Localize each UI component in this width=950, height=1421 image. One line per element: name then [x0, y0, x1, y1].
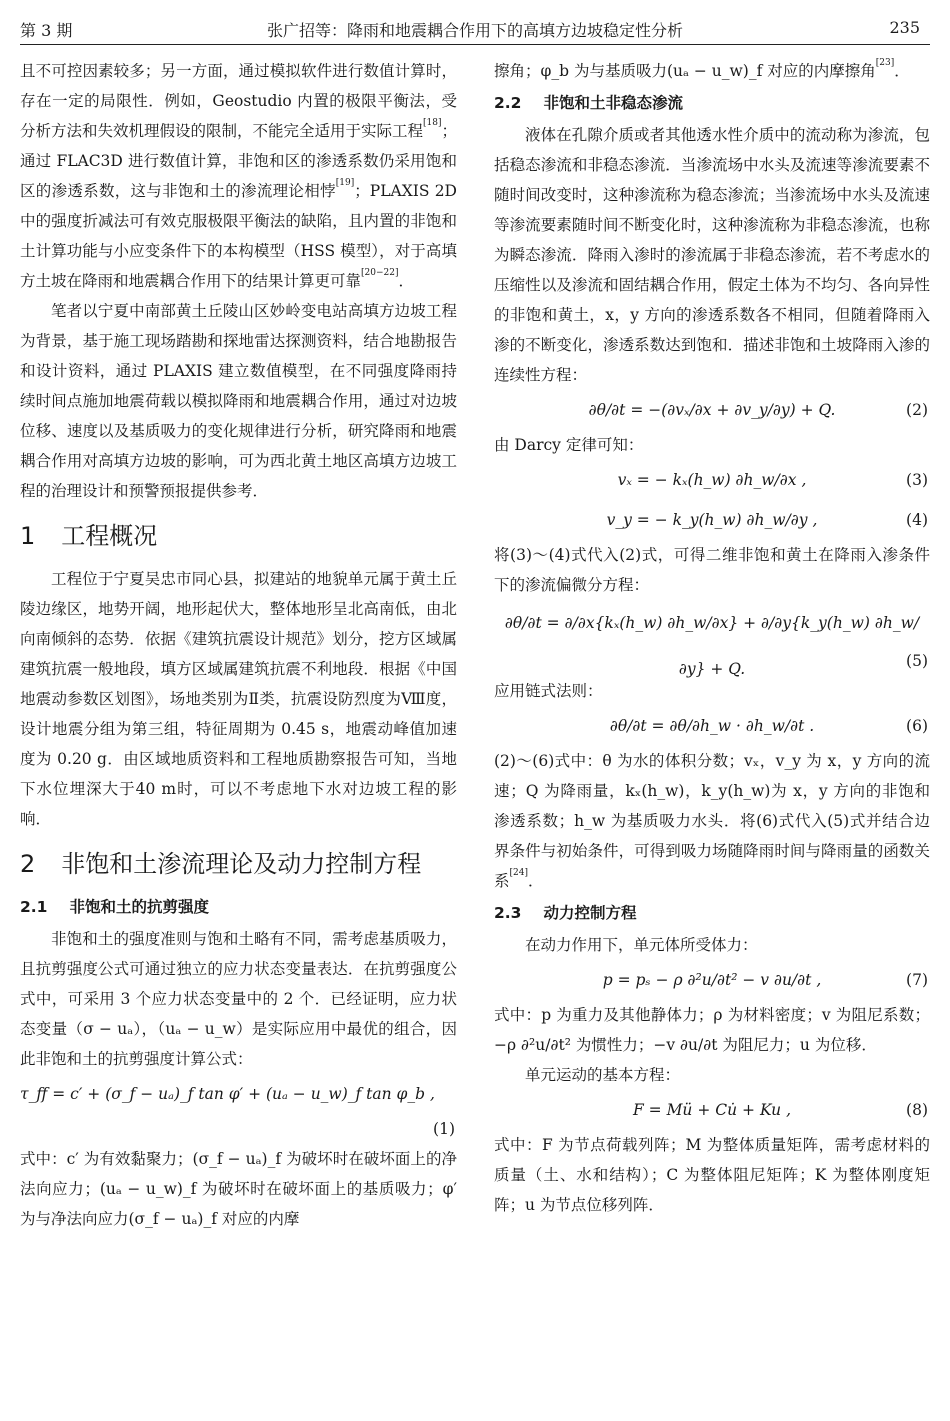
page-number: 235 [889, 18, 920, 37]
citation[interactable]: [18] [423, 118, 442, 128]
equation-8: F = Mü + Cu̇ + Ku , (8) [494, 1090, 930, 1130]
running-title: 张广招等：降雨和地震耦合作用下的高填方边坡稳定性分析 [266, 21, 683, 40]
citation[interactable]: [24] [509, 868, 528, 878]
equation-number: (7) [906, 971, 928, 989]
equation-number: (8) [906, 1101, 928, 1119]
paragraph-eq1-notes-cont: 擦角；φ_b 为与基质吸力(uₐ − u_w)_f 对应的内摩擦角[23]． [494, 58, 910, 80]
paragraph-motion: 单元运动的基本方程： [525, 1066, 681, 1084]
equation-number: (6) [906, 717, 928, 735]
paragraph-eq8-notes: 式中：F 为节点荷载列阵；M 为整体质量矩阵，需考虑材料的质量（土、水和结构）；C 为整体阻尼矩阵；K 为整体刚度矩阵；u 为节点位移列阵． [494, 1136, 930, 1214]
section-heading-2: 2 非饱和土渗流理论及动力控制方程 [20, 850, 422, 878]
paragraph-chain-rule: 应用链式法则： [494, 682, 603, 700]
equation-number: (1) [433, 1120, 455, 1138]
equation-2: ∂θ/∂t = −(∂vₓ/∂x + ∂v_y/∂y) + Q. (2) [494, 390, 930, 430]
right-column [494, 56, 930, 1220]
equation-number: (4) [906, 511, 928, 529]
equation-number: (2) [906, 401, 928, 419]
subsection-heading-2-3: 2.3 动力控制方程 [494, 904, 637, 922]
paragraph-substitute: 将(3)～(4)式代入(2)式，可得二维非饱和黄土在降雨入渗条件下的渗流偏微分方程： [494, 546, 930, 594]
equation-number: (3) [906, 471, 928, 489]
citation[interactable]: [23] [875, 58, 895, 68]
paragraph-purpose: 笔者以宁夏中南部黄土丘陵山区妙岭变电站高填方边坡工程为背景，基于施工现场踏勘和探地雷达探测资料，结合地勘报告和设计资料，通过 PLAXIS 建立数值模型，在不同强度降雨持续时间点施加地震荷载以模拟降雨和地震耦合作用，通过对边坡位移、速度以及基质吸力的变化规律进行分析，研究降雨和地震耦合作用对高填方边坡的影响，可为西北黄土地区高填方边坡工程的治理设计和预警预报提供参考． [20, 302, 457, 500]
equation-7: p = pₛ − ρ ∂²u/∂t² − v ∂u/∂t , (7) [494, 960, 930, 1000]
citation[interactable]: [20−22] [361, 268, 399, 278]
subsection-heading-2-2: 2.2 非饱和土非稳态渗流 [494, 94, 683, 112]
citation[interactable]: [19] [335, 178, 355, 188]
paragraph-intro-cont: 且不可控因素较多；另一方面，通过模拟软件进行数值计算时，存在一定的局限性．例如，Geostudio 内置的极限平衡法，受分析方法和失效机理假设的限制，不能完全适用于实际工程[18]；通过 FLAC3D 进行数值计算，非饱和区的渗透系数仍采用饱和区的渗透系数，这与非饱和土的渗流理论相悖[19]；PLAXIS 2D 中的强度折减法可有效克服极限平衡法的缺陷，且内置的非饱和土计算功能与小应变条件下的本构模型（HSS 模型），对于高填方土坡在降雨和地震耦合作用下的结果计算更可靠[20−22]． [20, 62, 458, 290]
section-heading-1: 1 工程概况 [20, 522, 158, 550]
equation-3: vₓ = − kₓ(h_w) ∂h_w/∂x , (3) [494, 460, 930, 500]
paragraph-eq7-notes: 式中：p 为重力及其他静体力；ρ 为材料密度；v 为阻尼系数；−ρ ∂²u/∂t² 为惯性力；−v ∂u/∂t 为阻尼力；u 为位移． [494, 1006, 930, 1054]
equation-6: ∂θ/∂t = ∂θ/∂h_w · ∂h_w/∂t . (6) [494, 706, 930, 746]
equation-5: ∂θ/∂t = ∂/∂x{kₓ(h_w) ∂h_w/∂x} + ∂/∂y{k_y(h_w) ∂h_w/∂y} + Q. [504, 614, 920, 678]
equation-1: τ_ff = c′ + (σ_f − uₐ)_f tan φ′ + (uₐ − u_w)_f tan φ_b , [20, 1085, 435, 1103]
running-header [20, 10, 930, 45]
equation-4: v_y = − k_y(h_w) ∂h_w/∂y , (4) [494, 500, 930, 540]
paragraph-darcy: 由 Darcy 定律可知： [494, 436, 644, 454]
subsection-heading-2-1: 2.1 非饱和土的抗剪强度 [20, 898, 209, 916]
equation-number: (5) [906, 652, 928, 670]
issue-number: 第 3 期 [20, 21, 73, 40]
paragraph-body-force: 在动力作用下，单元体所受体力： [525, 936, 758, 954]
paragraph-project: 工程位于宁夏吴忠市同心县，拟建站的地貌单元属于黄土丘陵边缘区，地势开阔，地形起伏大，整体地形呈北高南低，由北向南倾斜的态势．依据《建筑抗震设计规范》划分，挖方区域属建筑抗震一般地段，填方区域属建筑抗震不利地段．根据《中国地震动参数区划图》，场地类别为Ⅱ类，抗震设防烈度为Ⅷ度，设计地震分组为第三组，特征周期为 0.45 s，地震动峰值加速度为 0.20 g．由区域地质资料和工程地质勘察报告可知，当地下水位埋深大于40 m时，可以不考虑地下水对边坡工程的影响． [20, 570, 457, 828]
paragraph-eq-notes: (2)～(6)式中：θ 为水的体积分数；vₓ，v_y 为 x，y 方向的流速；Q 为降雨量，kₓ(h_w)，k_y(h_w)为 x，y 方向的非饱和渗透系数；h_w 为基质吸力水头．将(6)式代入(5)式并结合边界条件与初始条件，可得到吸力场随降雨时间与降雨量的函数关系[24]． [494, 752, 930, 890]
paragraph-seepage: 液体在孔隙介质或者其他透水性介质中的流动称为渗流，包括稳态渗流和非稳态渗流．当渗流场中水头及流速等渗流要素不随时间改变时，这种渗流称为稳态渗流；当渗流场中水头及流速等渗流要素随时间不断变化时，这种渗流称为非稳态渗流，也称为瞬态渗流．降雨入渗时的渗流属于非稳态渗流，若不考虑水的压缩性以及渗流和固结耦合作用，假定土体为不均匀、各向异性的非饱和黄土，x，y 方向的渗透系数各不相同，但随着降雨入渗的不断变化，渗透系数达到饱和．描述非饱和土坡降雨入渗的连续性方程： [494, 126, 930, 384]
paragraph-shear-strength: 非饱和土的强度准则与饱和土略有不同，需考虑基质吸力，且抗剪强度公式可通过独立的应力状态变量表达．在抗剪强度公式中，可采用 3 个应力状态变量中的 2 个．已经证明，应力状态变量（σ − uₐ），（uₐ − u_w）是实际应用中最优的组合，因此非饱和土的抗剪强度计算公式： [20, 930, 457, 1068]
left-column [20, 56, 457, 1234]
paragraph-eq1-notes: 式中：c′ 为有效黏聚力；(σ_f − uₐ)_f 为破坏时在破坏面上的净法向应力；(uₐ − u_w)_f 为破坏时在破坏面上的基质吸力；φ′ 为与净法向应力(σ_f − uₐ)_f 对应的内摩 [20, 1150, 457, 1228]
